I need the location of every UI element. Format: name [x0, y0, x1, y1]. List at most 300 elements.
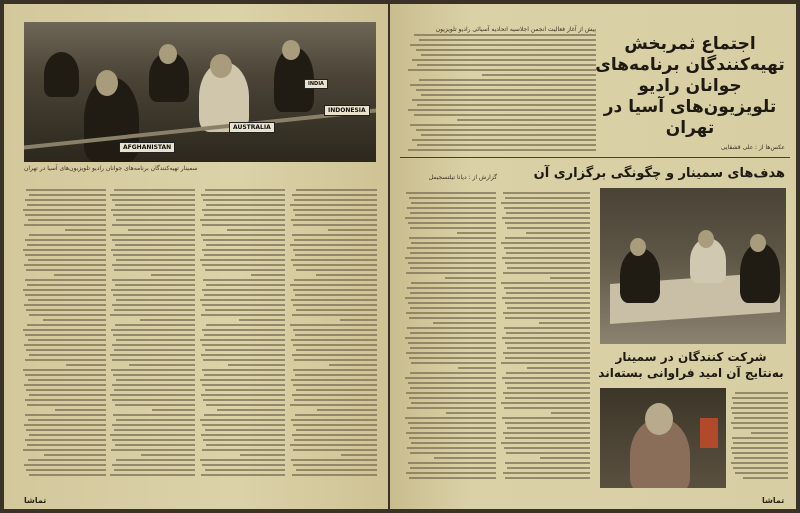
text-line [504, 327, 590, 329]
text-line [290, 244, 377, 246]
text-line [405, 377, 496, 379]
text-line [110, 354, 195, 356]
text-line [419, 39, 596, 41]
text-line [503, 272, 590, 274]
text-line [202, 344, 285, 346]
text-line [295, 254, 377, 256]
text-line [24, 224, 106, 226]
text-line [111, 369, 195, 371]
text-line [409, 237, 496, 239]
text-line [24, 464, 106, 466]
text-line [416, 49, 597, 51]
text-line [151, 274, 195, 276]
section-heading: هدف‌های سمینار و چگونگی برگزاری آن [533, 166, 785, 181]
text-line [411, 202, 496, 204]
report-credit: گزارش از : دیانا تیلتسجیمل [428, 174, 497, 181]
text-line [200, 459, 285, 461]
text-line [434, 457, 496, 459]
text-line [111, 449, 195, 451]
text-line [27, 324, 106, 326]
left-page [4, 4, 388, 509]
text-line [25, 334, 106, 336]
text-line [411, 362, 496, 364]
text-line [203, 239, 285, 241]
text-line [501, 442, 590, 444]
text-line [217, 409, 285, 411]
text-line [540, 457, 590, 459]
text-line [731, 447, 788, 449]
text-line [341, 454, 377, 456]
text-line [26, 469, 106, 471]
text-line [114, 189, 195, 191]
text-line [26, 269, 106, 271]
text-line [417, 144, 596, 146]
text-line [505, 262, 591, 264]
text-line [200, 379, 285, 381]
text-line [410, 307, 496, 309]
text-line [292, 434, 377, 436]
text-line [457, 232, 496, 234]
text-line [201, 314, 285, 316]
text-line [551, 412, 590, 414]
text-line [293, 289, 377, 291]
text-line [504, 447, 590, 449]
text-line [116, 339, 195, 341]
text-line [292, 354, 377, 356]
text-line [202, 369, 285, 371]
text-line [410, 252, 496, 254]
text-line [27, 204, 106, 206]
text-line [329, 364, 377, 366]
text-line [419, 79, 596, 81]
text-line [295, 414, 377, 416]
text-line [501, 282, 590, 284]
text-line [65, 229, 106, 231]
text-line [406, 352, 496, 354]
text-line [205, 469, 285, 471]
text-line [202, 449, 285, 451]
right-page [390, 4, 796, 509]
text-line [296, 349, 377, 351]
text-line [505, 422, 591, 424]
text-line [27, 404, 106, 406]
text-line [43, 319, 106, 321]
text-line [44, 454, 106, 456]
text-line [291, 419, 377, 421]
text-line [29, 434, 106, 436]
text-line [410, 387, 496, 389]
text-line [293, 304, 377, 306]
text-line [204, 374, 285, 376]
text-line [25, 254, 106, 256]
text-line [410, 347, 496, 349]
text-line [203, 399, 285, 401]
text-line [503, 392, 590, 394]
text-line [202, 464, 285, 466]
text-line [408, 302, 496, 304]
text-line [23, 449, 106, 451]
text-line [25, 199, 106, 201]
text-line [733, 427, 788, 429]
text-line [731, 422, 788, 424]
text-line [409, 197, 496, 199]
text-line [501, 362, 590, 364]
headline: اجتماع ثمربخش تهیه‌کنندگان برنامه‌های جوانان رادیو تلویزیون‌های آسیا در تهران [595, 34, 785, 138]
text-line [206, 324, 285, 326]
text-line [28, 219, 106, 221]
text-line [504, 407, 590, 409]
text-line [110, 194, 195, 196]
text-line [113, 214, 195, 216]
text-line [410, 44, 596, 46]
text-line [732, 452, 788, 454]
text-line [28, 459, 106, 461]
text-line [110, 234, 195, 236]
text-line [115, 444, 195, 446]
text-line [114, 389, 195, 391]
text-line [316, 274, 377, 276]
text-line [408, 462, 496, 464]
text-line [505, 197, 590, 199]
text-line [408, 149, 596, 151]
text-line [27, 244, 106, 246]
text-column [289, 189, 377, 479]
text-line [291, 259, 377, 261]
text-line [503, 192, 590, 194]
text-line [734, 417, 788, 419]
text-line [114, 349, 195, 351]
text-line [504, 287, 590, 289]
text-line [405, 297, 496, 299]
text-line [291, 339, 377, 341]
text-line [482, 74, 596, 76]
text-line [152, 409, 195, 411]
text-line [205, 349, 285, 351]
text-line [505, 462, 591, 464]
text-line [24, 264, 106, 266]
text-line [293, 424, 377, 426]
text-line [293, 369, 377, 371]
text-line [502, 417, 590, 419]
text-line [293, 249, 377, 251]
text-line [290, 444, 377, 446]
text-line [204, 294, 285, 296]
text-line [28, 419, 106, 421]
text-line [111, 249, 195, 251]
text-line [290, 284, 377, 286]
text-line [408, 109, 596, 111]
text-line [294, 359, 377, 361]
text-line [116, 299, 195, 301]
text-line [506, 292, 590, 294]
text-line [507, 307, 590, 309]
text-line [409, 317, 496, 319]
text-line [293, 224, 377, 226]
text-line [502, 377, 590, 379]
text-line [202, 304, 285, 306]
text-line [506, 372, 590, 374]
text-line [433, 322, 496, 324]
text-line [506, 212, 590, 214]
text-line [405, 337, 496, 339]
text-line [29, 394, 106, 396]
text-line [29, 474, 106, 476]
text-line [113, 414, 195, 416]
text-line [501, 202, 590, 204]
text-line [290, 324, 377, 326]
text-line [458, 367, 496, 369]
text-line [412, 99, 596, 101]
text-line [539, 322, 590, 324]
text-line [502, 257, 590, 259]
text-line [328, 229, 377, 231]
text-line [201, 474, 285, 476]
text-line [410, 467, 496, 469]
text-line [410, 212, 496, 214]
text-line [296, 429, 377, 431]
text-line [112, 384, 195, 386]
text-line [412, 139, 596, 141]
text-line [421, 94, 596, 96]
text-line [296, 389, 377, 391]
text-line [293, 384, 377, 386]
text-line [503, 312, 590, 314]
text-line [111, 209, 195, 211]
text-line [731, 462, 788, 464]
text-line [293, 329, 377, 331]
text-line [735, 472, 788, 474]
text-line [114, 429, 195, 431]
text-column [500, 192, 590, 482]
text-line [54, 274, 106, 276]
text-line [110, 314, 195, 316]
text-line [293, 209, 377, 211]
text-line [202, 384, 285, 386]
text-line [112, 464, 195, 466]
text-column [109, 189, 195, 479]
text-line [202, 329, 285, 331]
text-line [29, 314, 106, 316]
text-line [25, 359, 106, 361]
text-line [24, 384, 106, 386]
text-line [411, 242, 496, 244]
text-line [114, 309, 195, 311]
text-line [507, 227, 590, 229]
seminar-photo [24, 22, 376, 162]
text-line [24, 424, 106, 426]
text-line [28, 339, 106, 341]
text-line [503, 432, 590, 434]
text-line [203, 199, 285, 201]
text-line [110, 394, 195, 396]
text-line [201, 434, 285, 436]
text-line [206, 404, 285, 406]
text-line [204, 414, 285, 416]
text-line [200, 339, 285, 341]
text-line [24, 304, 106, 306]
text-line [128, 229, 195, 231]
text-line [115, 244, 195, 246]
text-line [407, 287, 496, 289]
text-line [205, 389, 285, 391]
text-line [115, 324, 195, 326]
text-line [410, 452, 496, 454]
text-line [526, 232, 590, 234]
text-line [295, 214, 377, 216]
text-line [55, 409, 106, 411]
text-line [550, 277, 590, 279]
text-line [733, 402, 788, 404]
text-line [507, 387, 590, 389]
text-line [200, 419, 285, 421]
text-line [228, 364, 285, 366]
text-line [410, 427, 496, 429]
text-line [407, 327, 496, 329]
text-line [405, 217, 496, 219]
text-line [294, 439, 377, 441]
text-line [23, 289, 106, 291]
text-line [502, 217, 590, 219]
text-line [206, 244, 285, 246]
text-line [23, 329, 106, 331]
text-line [733, 442, 788, 444]
text-line [506, 452, 590, 454]
text-line [405, 417, 496, 419]
text-line [414, 34, 596, 36]
text-line [25, 279, 106, 281]
text-line [410, 372, 496, 374]
text-line [112, 264, 195, 266]
text-line [112, 359, 195, 361]
text-line [29, 234, 106, 236]
text-line [504, 247, 590, 249]
text-line [202, 224, 285, 226]
text-line [116, 459, 195, 461]
text-line [290, 404, 377, 406]
text-line [290, 204, 377, 206]
text-line [251, 274, 285, 276]
text-line [25, 239, 106, 241]
text-line [204, 214, 285, 216]
text-line [204, 334, 285, 336]
text-line [414, 114, 596, 116]
text-line [291, 459, 377, 461]
text-line [26, 189, 106, 191]
text-column [22, 189, 106, 479]
text-line [501, 242, 590, 244]
text-line [410, 332, 496, 334]
text-line [406, 432, 496, 434]
text-line [408, 382, 496, 384]
text-line [27, 444, 106, 446]
text-line [25, 414, 106, 416]
text-line [504, 207, 590, 209]
text-line [503, 352, 590, 354]
text-line [734, 457, 788, 459]
text-line [751, 432, 788, 434]
text-line [26, 309, 106, 311]
text-line [112, 239, 195, 241]
text-line [291, 219, 377, 221]
text-line [295, 374, 377, 376]
text-line [409, 477, 496, 479]
text-line [200, 219, 285, 221]
text-line [731, 407, 788, 409]
text-line [110, 434, 195, 436]
text-line [294, 199, 377, 201]
text-line [408, 222, 496, 224]
footer-logo: تماشا [762, 496, 785, 505]
text-column [404, 192, 496, 482]
text-line [408, 69, 596, 71]
text-line [202, 249, 285, 251]
text-line [411, 402, 496, 404]
text-line [201, 194, 285, 196]
text-line [202, 424, 285, 426]
text-column [199, 189, 285, 479]
text-line [200, 259, 285, 261]
text-line [113, 294, 195, 296]
text-line [412, 59, 596, 61]
text-line [416, 129, 597, 131]
text-line [502, 337, 590, 339]
text-line [206, 284, 285, 286]
text-line [112, 424, 195, 426]
text-line [409, 357, 496, 359]
text-line [115, 284, 195, 286]
text-line [411, 442, 496, 444]
text-line [732, 397, 788, 399]
text-line [112, 304, 195, 306]
text-line [110, 474, 195, 476]
text-line [203, 279, 285, 281]
text-line [205, 189, 285, 191]
text-line [203, 439, 285, 441]
text-line [25, 374, 106, 376]
text-line [743, 477, 788, 479]
text-column [730, 392, 788, 482]
text-line [506, 252, 590, 254]
subheading: شرکت کنندگان در سمینار به‌نتایج آن امید فراوانی بسته‌اند [598, 350, 784, 380]
text-line [113, 334, 195, 336]
text-line [25, 399, 106, 401]
text-line [129, 364, 195, 366]
text-line [206, 204, 285, 206]
text-line [505, 317, 590, 319]
text-line [202, 289, 285, 291]
text-line [505, 222, 591, 224]
text-line [26, 349, 106, 351]
text-line [293, 344, 377, 346]
text-line [295, 334, 377, 336]
text-line [114, 269, 195, 271]
text-line [116, 379, 195, 381]
photo-caption: سمینار تهیه‌کنندگان برنامه‌های جوانان رادیو تلویزیون‌های آسیا در تهران [24, 165, 198, 172]
text-line [23, 249, 106, 251]
text-line [140, 319, 195, 321]
text-line [502, 297, 590, 299]
text-line [505, 382, 591, 384]
text-line [292, 194, 377, 196]
text-line [340, 319, 377, 321]
text-line [23, 369, 106, 371]
text-line [115, 204, 195, 206]
text-line [205, 429, 285, 431]
text-line [201, 354, 285, 356]
desk-label-india: INDIA [304, 79, 328, 89]
text-line [407, 207, 496, 209]
text-line [732, 412, 788, 414]
